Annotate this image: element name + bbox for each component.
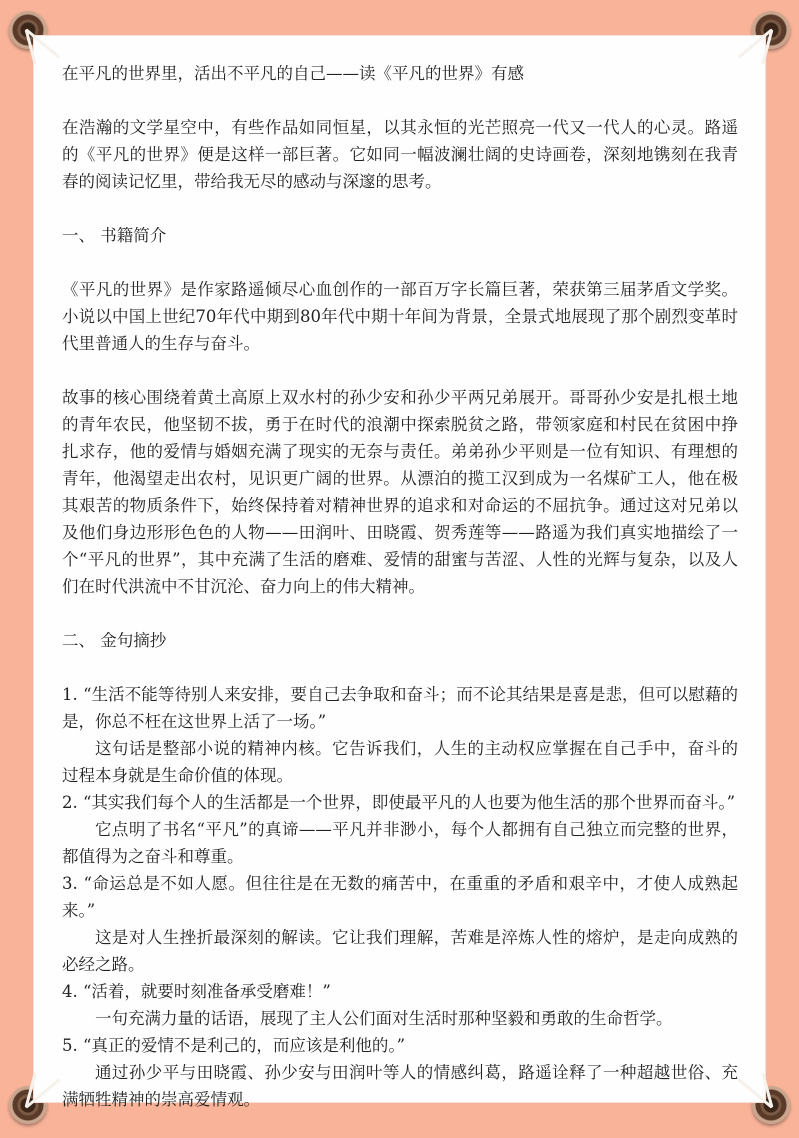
intro-paragraph: 在浩瀚的文学星空中，有些作品如同恒星，以其永恒的光芒照亮一代又一代人的心灵。路遥的《平凡的世界》便是这样一部巨著。它如同一幅波澜壮阔的史诗画卷，深刻地镌刻在我青春的阅读记忆里，带给我无尽的感动与深邃的思考。 [62, 118, 738, 191]
quote-1: 1. “生活不能等待别人来安排，要自己去争取和奋斗；而不论其结果是喜是悲，但可以慰藉的是，你总不枉在这世界上活了一场。” [62, 685, 738, 731]
section2-heading: 二、 金句摘抄 [62, 631, 167, 650]
quote-3-comment: 这是对人生挫折最深刻的解读。它让我们理解，苦难是淬炼人性的熔炉，是走向成熟的必经之路。 [62, 928, 738, 974]
article-title: 在平凡的世界里，活出不平凡的自己——读《平凡的世界》有感 [62, 64, 524, 83]
quote-1-comment: 这句话是整部小说的精神内核。它告诉我们，人生的主动权应掌握在自己手中，奋斗的过程本身就是生命价值的体现。 [62, 739, 738, 785]
quote-2-comment: 它点明了书名“平凡”的真谛——平凡并非渺小，每个人都拥有自己独立而完整的世界，都值得为之奋斗和尊重。 [62, 820, 738, 866]
book-intro-paragraph: 《平凡的世界》是作家路遥倾尽心血创作的一部百万字长篇巨著，荣获第三届茅盾文学奖。小说以中国上世纪70年代中期到80年代中期十年间为背景，全景式地展现了那个剧烈变革时代里普通人的生存与奋斗。 [62, 280, 738, 353]
quote-5: 5. “真正的爱情不是利己的，而应该是利他的。” [62, 1036, 406, 1055]
story-paragraph: 故事的核心围绕着黄土高原上双水村的孙少安和孙少平两兄弟展开。哥哥孙少安是扎根土地的青年农民，他坚韧不拔，勇于在时代的浪潮中探索脱贫之路，带领家庭和村民在贫困中挣扎求存，他的爱情与婚姻充满了现实的无奈与责任。弟弟孙少平则是一位有知识、有理想的青年，他渴望走出农村，见识更广阔的世界。从漂泊的揽工汉到成为一名煤矿工人，他在极其艰苦的物质条件下，始终保持着对精神世界的追求和对命运的不屈抗争。通过这对兄弟以及他们身边形形色色的人物——田润叶、田晓霞、贺秀莲等——路遥为我们真实地描绘了一个“平凡的世界”，其中充满了生活的磨难、爱情的甜蜜与苦涩、人性的光辉与复杂，以及人们在时代洪流中不甘沉沦、奋力向上的伟大精神。 [62, 388, 738, 596]
section1-heading: 一、 书籍简介 [62, 226, 167, 245]
quote-4-comment: 一句充满力量的话语，展现了主人公们面对生活时那种坚毅和勇敢的生命哲学。 [95, 1009, 673, 1028]
quote-3: 3. “命运总是不如人愿。但往往是在无数的痛苦中，在重重的矛盾和艰辛中，才使人成熟起来。” [62, 874, 738, 920]
article [62, 52, 738, 1113]
quote-4: 4. “活着，就要时刻准备承受磨难！” [62, 982, 331, 1001]
quote-5-comment: 通过孙少平与田晓霞、孙少安与田润叶等人的情感纠葛，路遥诠释了一种超越世俗、充满牺牲精神的崇高爱情观。 [62, 1063, 738, 1109]
quote-2: 2. “其实我们每个人的生活都是一个世界，即使最平凡的人也要为他生活的那个世界而奋斗。” [62, 793, 736, 812]
